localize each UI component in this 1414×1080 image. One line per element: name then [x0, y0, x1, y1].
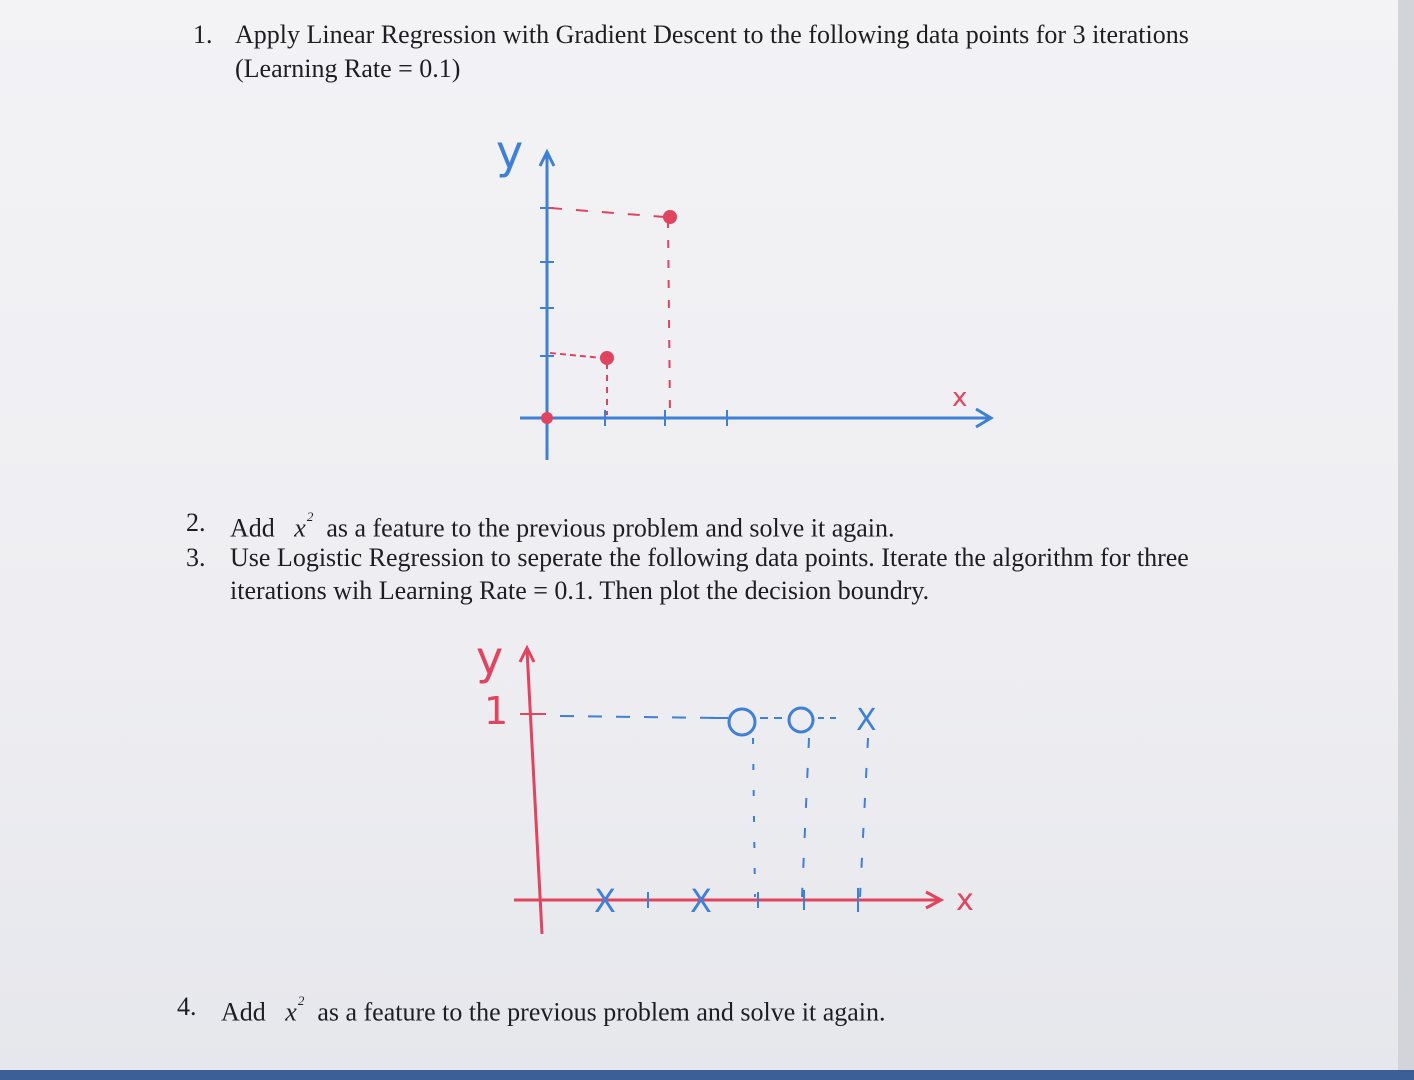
figure-2-y-tick-label: 1: [484, 689, 509, 733]
figure-2-guide: [802, 738, 809, 897]
figure-2-marker-x: X: [690, 882, 712, 920]
problem-1-number: 1.: [193, 20, 213, 49]
figure-1-y-axis-label: y: [496, 125, 524, 179]
problem-1: [193, 20, 1293, 90]
figure-2-svg: [470, 622, 1000, 942]
problem-4-rest: as a feature to the previous problem and solve it again.: [317, 997, 886, 1027]
figure-1-guide: [550, 353, 603, 358]
problem-2-add: Add: [230, 513, 275, 543]
figure-2-y-axis: [527, 650, 542, 934]
problem-3: [186, 543, 1286, 613]
problem-2-exponent: 2: [306, 509, 314, 524]
problem-4-exponent: 2: [297, 993, 305, 1008]
figure-1-data-point: [663, 210, 677, 224]
figure-1-guide: [668, 220, 670, 415]
window-right-edge: [1398, 0, 1414, 1070]
problem-1-line-2: (Learning Rate = 0.1): [235, 54, 461, 83]
problem-4-text: [221, 992, 886, 1028]
problem-2: [186, 508, 1086, 542]
window-bottom-bar: [0, 1070, 1414, 1080]
figure-2-marker-x: X: [856, 703, 877, 738]
problem-1-line-1: Apply Linear Regression with Gradient Descent to the following data points for 3 iterations: [235, 20, 1189, 49]
problem-4-number: 4.: [177, 992, 197, 1021]
problem-3-line-2: iterations wih Learning Rate = 0.1. Then plot the decision boundry.: [230, 576, 930, 605]
figure-1-data-point: [600, 351, 614, 365]
problem-2-variable: x: [294, 513, 306, 543]
figure-2-marker-o: [789, 708, 813, 732]
figure-2-guide: [753, 738, 755, 897]
problem-4-add: Add: [221, 997, 266, 1027]
figure-2-y-axis-label: y: [476, 631, 504, 685]
figure-2-marker-o: [729, 709, 755, 735]
figure-2-guide: [860, 738, 868, 897]
figure-2-logistic-regression-sketch: [470, 622, 1000, 942]
problem-2-number: 2.: [186, 508, 206, 537]
problem-3-line-1: Use Logistic Regression to seperate the following data points. Iterate the algorithm for three: [230, 543, 1189, 572]
figure-2-guide: [560, 716, 720, 718]
figure-1-x-axis-label: x: [952, 383, 968, 413]
figure-1-svg: [490, 120, 1010, 470]
problem-4-variable: x: [285, 997, 297, 1027]
problem-3-number: 3.: [186, 543, 206, 572]
figure-2-x-axis-label: x: [956, 883, 974, 918]
figure-1-guide: [550, 208, 665, 217]
problem-4: [177, 992, 1077, 1026]
problem-2-rest: as a feature to the previous problem and solve it again.: [326, 513, 895, 543]
figure-1-data-point: [541, 412, 553, 424]
figure-1-linear-regression-sketch: [490, 120, 1010, 470]
figure-2-marker-x: X: [594, 882, 616, 920]
problem-2-text: [230, 508, 895, 544]
